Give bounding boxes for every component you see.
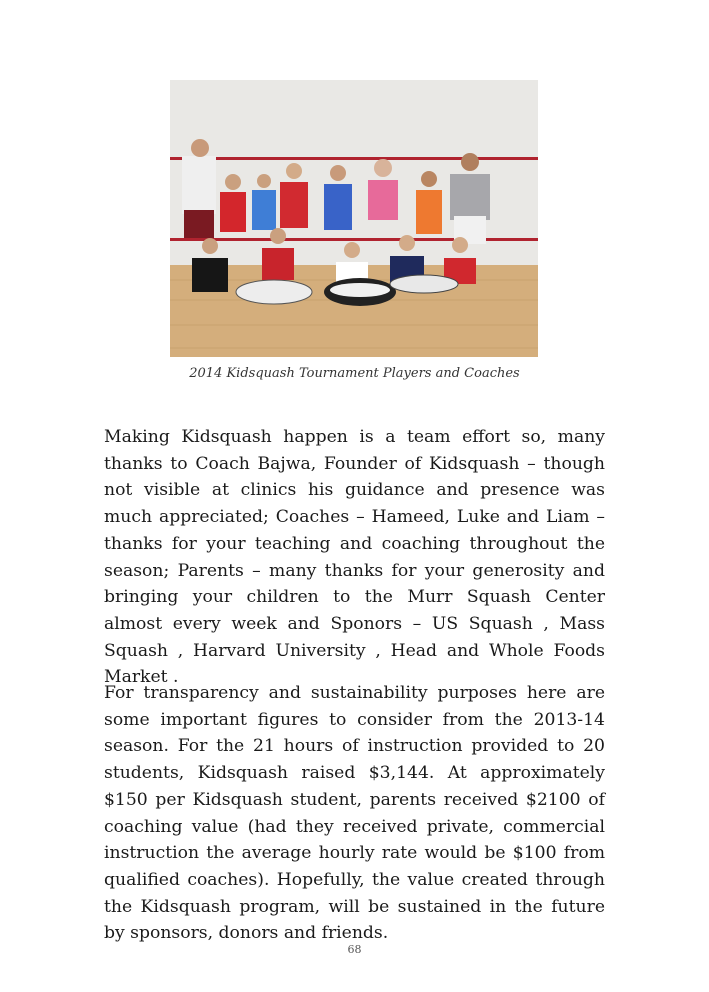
team-photo <box>170 80 538 357</box>
body-paragraph-figures: For transparency and sustainability purposes here are some important figures to consider from the 2013-14 season. For the 21 hours of instruction provided to 20 students, Kidsquash raised $3,144. At approximately $150 per Kidsquash student, parents received $2100 of coaching value (had they received private, commercial instruction the average hourly rate would be $100 from qualified coaches). Hopefully, the value created through the Kidsquash program, will be sustained in the future by sponsors, donors and friends. <box>104 683 605 944</box>
page-number: 68 <box>347 943 362 956</box>
team-photo-illustration <box>170 80 538 357</box>
body-paragraph-thanks: Making Kidsquash happen is a team effort so, many thanks to Coach Bajwa, Founder of Kidsquash – though not visible at clinics his guidance and presence was much appreciated; Coaches – Hameed, Luke and Liam – thanks for your teaching and coaching throughout the season; Parents – many thanks for your generosity and bringing your children to the Murr Squash Center almost every week and Sponors – US Squash , Mass Squash , Harvard University , Head and Whole Foods Market . <box>104 427 605 688</box>
photo-caption: 2014 Kidsquash Tournament Players and Coaches <box>189 366 520 381</box>
